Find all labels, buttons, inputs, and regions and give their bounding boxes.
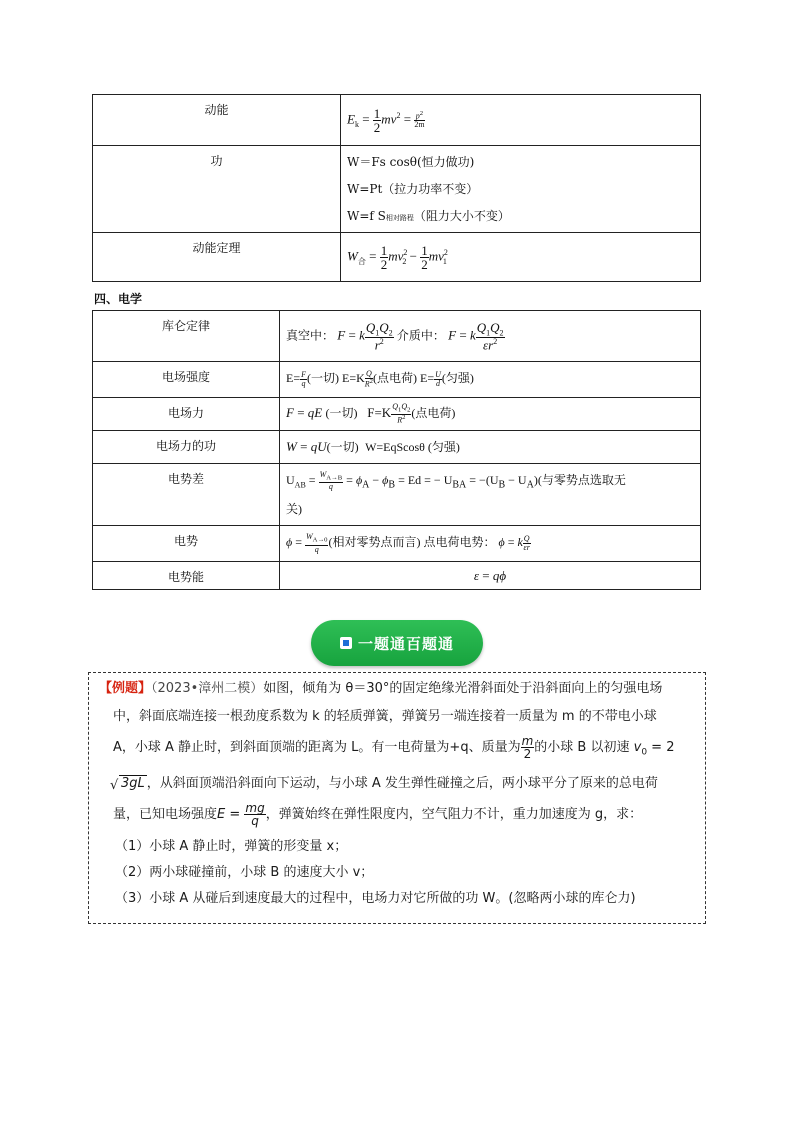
question-3: （3）小球 A 从碰后到速度最大的过程中，电场力对它所做的功 W。(忽略两小球的库仑力)	[115, 890, 636, 906]
example-paragraph: 【例题】（2023•漳州二模）如图，倾角为 θ＝30°的固定绝缘光滑斜面处于沿斜面向上的匀强电场	[99, 681, 663, 696]
row-name: 电势能	[93, 562, 280, 590]
row-name: 电场力	[93, 398, 280, 431]
table-row	[93, 362, 701, 398]
table-row	[93, 398, 701, 431]
kinetic-energy-formula: $E_k$ = $\frac{1}{2}$ $mv^2$ = $\frac{p^2}{2m}$	[341, 95, 701, 146]
question-1: （1）小球 A 静止时，弹簧的形变量 x；	[115, 838, 348, 854]
example-line: A，小球 A 静止时，到斜面顶端的距离为 L。有一电荷量为+q、质量为 $\frac{m}{2}$ 的小球 B 以初速 $v_0 = 2$	[113, 734, 675, 761]
field-work-formula: W = qU(一切) W=EqScosθ (匀强)	[280, 431, 701, 464]
row-name: 库仑定律	[93, 311, 280, 362]
row-name: 功	[93, 146, 341, 233]
work-line: W＝Fs cosθ(恒力做功)	[347, 155, 475, 169]
table-row	[93, 526, 701, 562]
example-line: 中，斜面底端连接一根劲度系数为 k 的轻质弹簧，弹簧另一端连接着一质量为 m 的不带电小球	[113, 709, 657, 724]
row-name: 电场强度	[93, 362, 280, 398]
example-line: 量，已知电场强度E = $\frac{mg}{q}$ ，弹簧始终在弹性限度内，空气阻力不计，重力加速度为 g，求：	[113, 800, 643, 828]
table-row	[93, 95, 701, 146]
example-source: （2023•漳州二模）	[151, 681, 264, 696]
row-name: 电场力的功	[93, 431, 280, 464]
potential-energy-formula: ε = qϕ	[280, 562, 701, 590]
example-box	[88, 672, 706, 924]
electric-force-formula: F = qE (一切) F=K $\frac{Q_1Q_2}{R^2}$ (点电荷)	[280, 398, 701, 431]
work-line: W=Pt（拉力功率不变）	[347, 182, 479, 196]
row-name: 电势差	[93, 464, 280, 526]
document-icon	[340, 637, 352, 649]
table-row	[93, 146, 701, 233]
mechanics-table	[92, 94, 701, 282]
example-tag: 【例题】	[99, 681, 152, 696]
work-formulas	[341, 146, 701, 233]
banner-button	[311, 620, 483, 666]
table-row	[93, 311, 701, 362]
potential-formula: ϕ = $\frac{W_{A\to 0}}{q}$ (相对零势点而言) 点电荷电势： ϕ = k $\frac{Q}{\varepsilon r}$	[280, 526, 701, 562]
electricity-table	[92, 310, 701, 590]
work-energy-formula: $W_合$ = $\frac{1}{2}$ $mv^2_2$ − $\frac{1}{2}$ $mv^2_1$	[341, 233, 701, 282]
table-row	[93, 562, 701, 590]
banner-label: 一题通百题通	[357, 634, 454, 653]
coulomb-formula: 真空中： F = k $\frac{Q_1Q_2}{r^2}$ 介质中： F = k $\frac{Q_1Q_2}{\varepsilon r^2}$	[280, 311, 701, 362]
table-row	[93, 431, 701, 464]
potential-difference-formula: $U_{AB}$ = $\frac{W_{A\to B}}{q}$ = $\phi_A - \phi_B = Ed$ = − $U_{BA} = -(U_B - U_A)$(与零势点选取无 关)	[280, 464, 701, 526]
question-2: （2）两小球碰撞前，小球 B 的速度大小 v；	[115, 864, 374, 880]
row-name: 动能	[93, 95, 341, 146]
section-heading: 四、电学	[94, 292, 143, 306]
work-line: W=f S相对路程（阻力大小不变）	[347, 209, 510, 223]
table-row	[93, 464, 701, 526]
example-line: √ 3gL ，从斜面顶端沿斜面向下运动，与小球 A 发生弹性碰撞之后，两小球平分了原来的总电荷	[99, 770, 699, 798]
table-row	[93, 233, 701, 282]
row-name: 动能定理	[93, 233, 341, 282]
field-strength-formula: E= $\frac{F}{q}$ (一切) E=K $\frac{Q}{R^2}$ (点电荷) E= $\frac{U}{d}$ (匀强)	[280, 362, 701, 398]
row-name: 电势	[93, 526, 280, 562]
